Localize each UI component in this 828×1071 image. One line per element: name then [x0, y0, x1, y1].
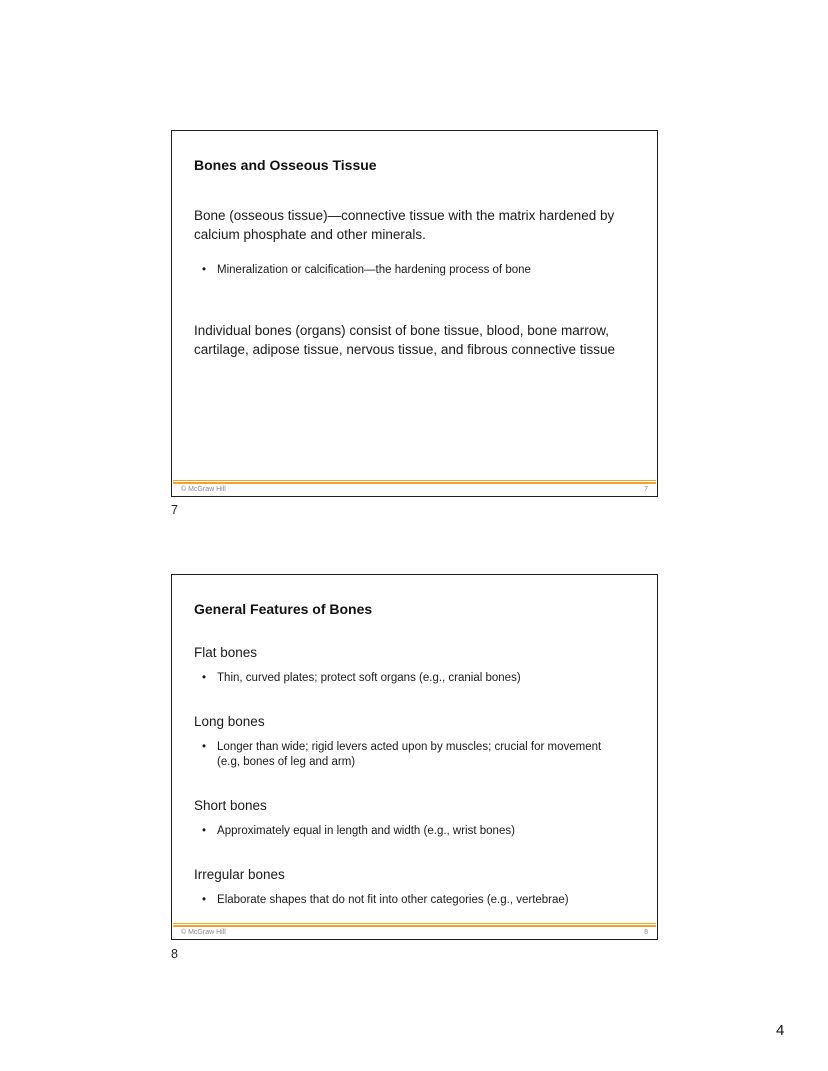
slide-8-content	[172, 575, 657, 939]
bullet-item: • Approximately equal in length and width (e.g., wrist bones)	[194, 824, 624, 839]
section-heading: Short bones	[194, 798, 267, 813]
slide-title: General Features of Bones	[194, 601, 373, 617]
body-paragraph: Bone (osseous tissue)—connective tissue with the matrix hardened by calcium phosphate and other minerals.	[194, 208, 615, 242]
slide-7-content	[172, 131, 657, 496]
copyright-text: © McGraw Hill	[181, 929, 226, 936]
slide-8	[171, 574, 658, 940]
slide-title: Bones and Osseous Tissue	[194, 157, 377, 173]
copyright-text: © McGraw Hill	[181, 486, 226, 493]
bullet-item: • Elaborate shapes that do not fit into other categories (e.g., vertebrae)	[194, 893, 624, 908]
section-heading: Long bones	[194, 714, 265, 729]
slide-page-number: 8	[644, 929, 648, 936]
bullet-item: • Longer than wide; rigid levers acted upon by muscles; crucial for movement (e.g, bones of leg and arm)	[194, 740, 624, 770]
bullet-item: • Thin, curved plates; protect soft organs (e.g., cranial bones)	[194, 671, 624, 686]
slide-7	[171, 130, 658, 497]
slide-footer	[172, 480, 657, 496]
body-paragraph: Individual bones (organs) consist of bone tissue, blood, bone marrow, cartilage, adipose tissue, nervous tissue, and fibrous connective tissue	[194, 323, 615, 357]
footer-row	[172, 927, 657, 939]
slide-page-number: 7	[644, 486, 648, 493]
page-number: 4	[776, 1022, 785, 1039]
section-heading: Flat bones	[194, 645, 258, 660]
slide-footer	[172, 923, 657, 939]
bullet-item: • Mineralization or calcification—the hardening process of bone	[194, 263, 624, 278]
section-heading: Irregular bones	[194, 867, 285, 882]
slide-number-label: 7	[171, 503, 178, 517]
footer-row	[172, 484, 657, 496]
slide-number-label: 8	[171, 947, 178, 961]
